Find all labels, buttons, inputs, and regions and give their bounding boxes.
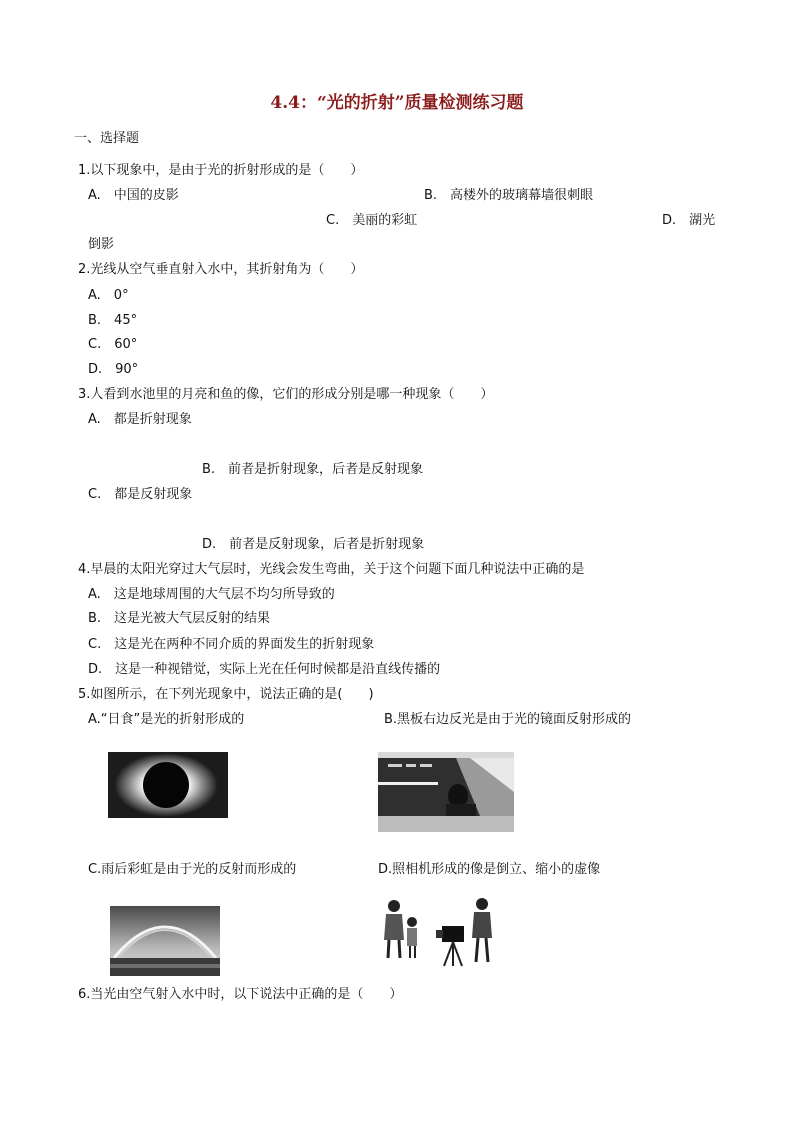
question-3-option-d: D. 前者是反射现象，后者是折射现象 [202, 537, 425, 552]
question-5-option-b: B.黑板右边反光是由于光的镜面反射形成的 [384, 712, 632, 727]
question-5-option-c: C.雨后彩虹是由于光的反射而形成的 [88, 862, 297, 877]
question-2-stem: 2.光线从空气垂直射入水中，其折射角为（ ） [78, 262, 364, 277]
question-6-stem: 6.当光由空气射入水中时，以下说法中正确的是（ ） [78, 987, 403, 1002]
question-2-option-c: C. 60° [88, 337, 138, 352]
question-1-option-a: A. 中国的皮影 [88, 188, 179, 203]
camera-illustration [380, 892, 498, 970]
question-2-option-b: B. 45° [88, 313, 138, 328]
question-3-option-b: B. 前者是折射现象，后者是反射现象 [202, 462, 424, 477]
rainbow-photo [110, 906, 220, 976]
question-1-option-c: C. 美丽的彩虹 [326, 213, 418, 228]
blackboard-glare-photo [378, 752, 514, 832]
question-5-option-a: A.“日食”是光的折射形成的 [88, 712, 245, 727]
section-heading: 一、选择题 [74, 131, 140, 146]
question-1-option-d-continued: 倒影 [88, 237, 115, 252]
question-2-option-d: D. 90° [88, 362, 139, 377]
question-5-stem: 5.如图所示，在下列光现象中，说法正确的是( ) [78, 687, 374, 702]
question-1-option-b: B. 高楼外的玻璃幕墙很刺眼 [424, 188, 594, 203]
question-3-option-c: C. 都是反射现象 [88, 487, 193, 502]
question-3-option-a: A. 都是折射现象 [88, 412, 192, 427]
question-2-option-a: A. 0° [88, 288, 129, 303]
question-3-stem: 3.人看到水池里的月亮和鱼的像，它们的形成分别是哪一种现象（ ） [78, 387, 494, 402]
question-5-option-d: D.照相机形成的像是倒立、缩小的虚像 [378, 862, 601, 877]
question-4-option-b: B. 这是光被大气层反射的结果 [88, 611, 271, 626]
question-4-option-d: D. 这是一种视错觉，实际上光在任何时候都是沿直线传播的 [88, 662, 441, 677]
question-1-stem: 1.以下现象中，是由于光的折射形成的是（ ） [78, 163, 364, 178]
question-4-option-a: A. 这是地球周围的大气层不均匀所导致的 [88, 587, 335, 602]
question-4-option-c: C. 这是光在两种不同介质的界面发生的折射现象 [88, 637, 375, 652]
question-1-option-d: D. 湖光 [662, 213, 716, 228]
solar-eclipse-photo [108, 752, 228, 818]
page-title: 4.4：“光的折射”质量检测练习题 [270, 93, 524, 113]
question-4-stem: 4.早晨的太阳光穿过大气层时，光线会发生弯曲，关于这个问题下面几种说法中正确的是 [78, 562, 585, 577]
